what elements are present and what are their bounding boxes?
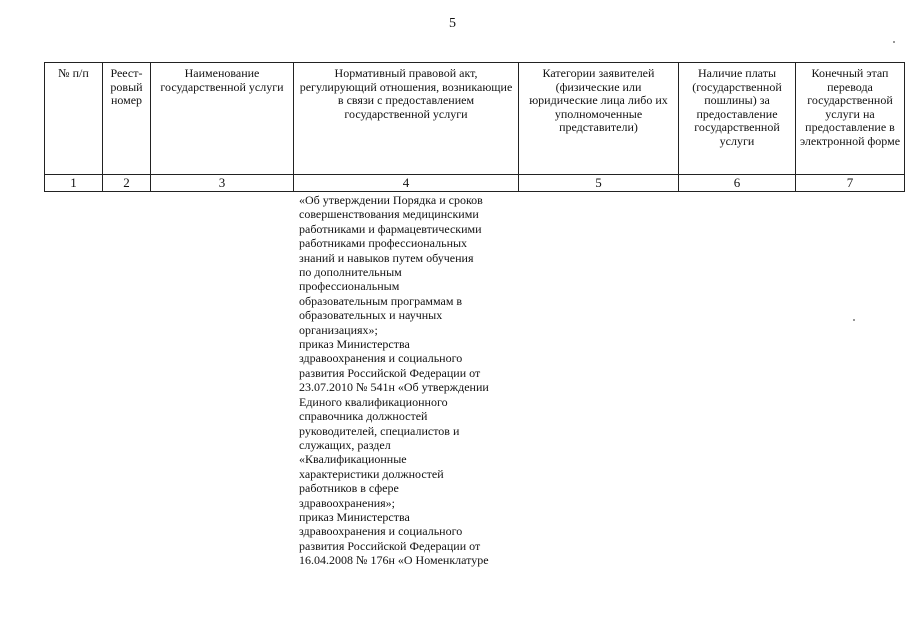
header-row bbox=[45, 63, 905, 175]
page-number: 5 bbox=[449, 16, 456, 31]
legal-act-text: «Об утверждении Порядка и сроков совершенствования медицинскими работниками и фармацевтическими работниками профессиональных знаний и навыков путем обучения по дополнительным профессиональным образовательным программам в образовательных и научных организациях»; приказ Министерства здравоохранения и социального развития Российской Федерации от 23.07.2010 № 541н «Об утверждении Единого квалификационного справочника должностей руководителей, специалистов и служащих, раздел «Квалификационные характеристики должностей работников в сфере здравоохранения»; приказ Министерства здравоохранения и социального развития Российской Федерации от 16.04.2008 № 176н «О Номенклатуре bbox=[299, 193, 489, 568]
header-row-number: № п/п bbox=[45, 63, 103, 175]
header-service-name: Наименование государственной услуги bbox=[151, 63, 294, 175]
column-number: 7 bbox=[796, 175, 905, 192]
header-final-stage: Конечный этап перевода государственной услуги на предоставление в электронной форме bbox=[796, 63, 905, 175]
header-registry-number: Реест-ровый номер bbox=[103, 63, 151, 175]
column-number: 4 bbox=[294, 175, 519, 192]
header-legal-act: Нормативный правовой акт, регулирующий отношения, возникающие в связи с предоставлением государственной услуги bbox=[294, 63, 519, 175]
column-number: 6 bbox=[679, 175, 796, 192]
header-fee: Наличие платы (государственной пошлины) за предоставление государственной услуги bbox=[679, 63, 796, 175]
column-number: 1 bbox=[45, 175, 103, 192]
services-table bbox=[44, 62, 905, 192]
column-number: 2 bbox=[103, 175, 151, 192]
header-applicant-categories: Категории заявителей (физические или юридические лица либо их уполномоченные представители) bbox=[519, 63, 679, 175]
column-number: 5 bbox=[519, 175, 679, 192]
column-number: 3 bbox=[151, 175, 294, 192]
column-number-row bbox=[45, 175, 905, 192]
scan-speck bbox=[853, 319, 855, 321]
scan-speck bbox=[893, 41, 895, 43]
